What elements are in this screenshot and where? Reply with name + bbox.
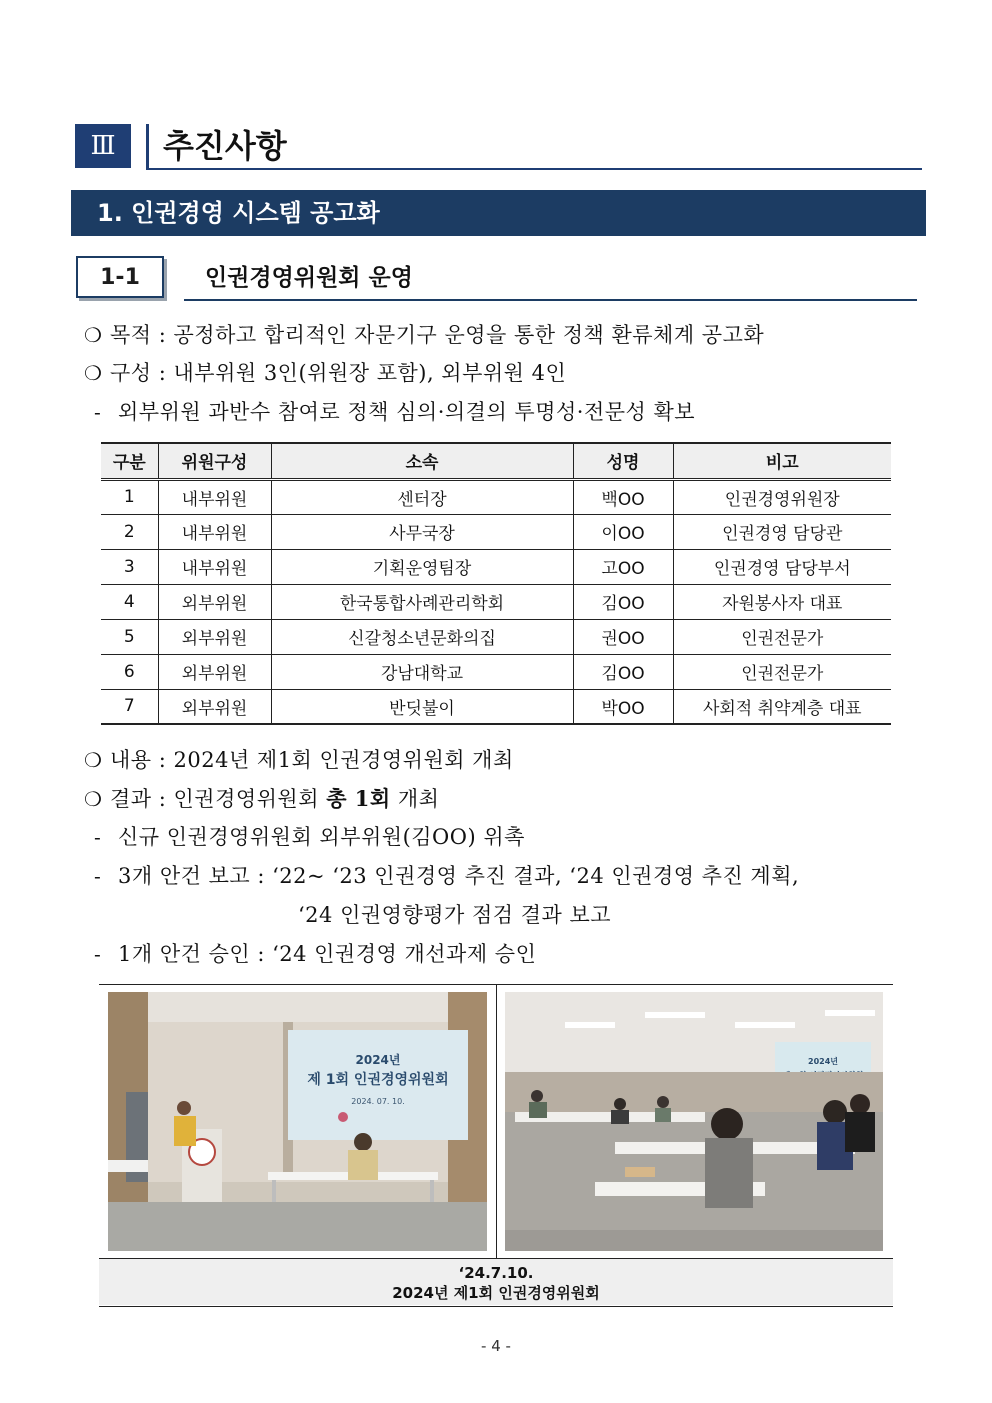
bullet-text: 목적 : 공정하고 합리적인 자문기구 운영을 통한 정책 환류체계 공고화 [110, 323, 765, 347]
section-number: Ⅲ [75, 124, 131, 168]
bullet-content [84, 745, 514, 775]
section-title: 추진사항 [163, 127, 287, 165]
table-cell: 내부위원 [158, 479, 271, 514]
table-cell: 강남대학교 [271, 654, 573, 689]
table-cell: 사무국장 [271, 514, 573, 549]
page-number: - 4 - [481, 1337, 511, 1355]
table-cell: 2 [101, 514, 158, 549]
table-cell: 박OO [573, 689, 673, 724]
table-cell: 백OO [573, 479, 673, 514]
section-underline [146, 168, 922, 170]
table-cell: 외부위원 [158, 689, 271, 724]
table-cell: 김OO [573, 584, 673, 619]
table-row [101, 654, 891, 689]
header-cell: 구분 [101, 443, 158, 479]
header-cell: 비고 [673, 443, 891, 479]
dash-text: 외부위원 과반수 참여로 정책 심의·의결의 투명성·전문성 확보 [118, 400, 696, 424]
table-row [101, 584, 891, 619]
screen-date: 2024. 07. 10. [351, 1097, 405, 1106]
header-cell: 성명 [573, 443, 673, 479]
table-cell: 자원봉사자 대표 [673, 584, 891, 619]
table-row [101, 689, 891, 724]
photo-caption [99, 1258, 893, 1305]
dash-text: 1개 안건 승인 : ‘24 인권경영 개선과제 승인 [118, 942, 537, 966]
table-cell: 반딧불이 [271, 689, 573, 724]
bullet-text: 구성 : 내부위원 3인(위원장 포함), 외부위원 4인 [110, 361, 567, 385]
bullet-purpose [84, 320, 764, 350]
table-cell: 외부위원 [158, 584, 271, 619]
bullet-marker: ❍ [84, 361, 103, 385]
table-cell: 6 [101, 654, 158, 689]
bullet-text: 개최 [390, 787, 440, 811]
dash-item-appointment [94, 822, 525, 852]
bullet-marker: ❍ [84, 748, 103, 772]
subsection-number: 1-1 [76, 256, 164, 298]
table-cell: 인권경영 담당부서 [673, 549, 891, 584]
chapter-band: 1. 인권경영 시스템 공고화 [71, 190, 926, 236]
table-row [101, 514, 891, 549]
table-cell: 센터장 [271, 479, 573, 514]
table-cell: 7 [101, 689, 158, 724]
table-cell: 5 [101, 619, 158, 654]
members-table [101, 442, 891, 725]
table-cell: 사회적 취약계층 대표 [673, 689, 891, 724]
dash-marker: - [94, 400, 102, 424]
table-cell: 고OO [573, 549, 673, 584]
dash-marker: - [94, 864, 102, 888]
dash-item-reports-continued: ‘24 인권영향평가 점검 결과 보고 [298, 903, 612, 927]
table-row [101, 479, 891, 514]
section-divider [146, 124, 149, 168]
bullet-text: 결과 : 인권경영위원회 [110, 787, 327, 811]
subsection-title: 인권경영위원회 운영 [205, 265, 413, 291]
table-cell: 김OO [573, 654, 673, 689]
screen2-year: 2024년 [808, 1057, 838, 1066]
table-cell: 내부위원 [158, 549, 271, 584]
table-cell: 신갈청소년문화의집 [271, 619, 573, 654]
caption-date: ‘24.7.10. [458, 1264, 534, 1282]
screen-year: 2024년 [355, 1053, 401, 1067]
table-row [101, 619, 891, 654]
bullet-text: 내용 : 2024년 제1회 인권경영위원회 개최 [110, 748, 514, 772]
table-cell: 인권경영 담당관 [673, 514, 891, 549]
dash-text: 신규 인권경영위원회 외부위원(김OO) 위촉 [118, 825, 525, 849]
table-cell: 외부위원 [158, 654, 271, 689]
table-row [101, 549, 891, 584]
table-cell: 한국통합사례관리학회 [271, 584, 573, 619]
table-cell: 1 [101, 479, 158, 514]
table-cell: 권OO [573, 619, 673, 654]
table-cell: 내부위원 [158, 514, 271, 549]
table-cell: 인권전문가 [673, 619, 891, 654]
screen-title: 제 1회 인권경영위원회 [307, 1072, 449, 1088]
photo-divider [496, 984, 497, 1258]
header-cell: 위원구성 [158, 443, 271, 479]
table-cell: 기획운영팀장 [271, 549, 573, 584]
subsection-underline [184, 299, 917, 301]
meeting-photo-discussion [505, 992, 883, 1251]
bullet-composition [84, 358, 566, 388]
bullet-emphasis: 총 1회 [326, 786, 391, 811]
table-cell: 인권경영위원장 [673, 479, 891, 514]
meeting-photo-presentation [108, 992, 487, 1251]
dash-item-reports [94, 861, 799, 891]
table-cell: 3 [101, 549, 158, 584]
table-cell: 인권전문가 [673, 654, 891, 689]
dash-marker: - [94, 825, 102, 849]
bullet-result [84, 784, 439, 814]
table-header-row [101, 443, 891, 479]
dash-marker: - [94, 942, 102, 966]
dash-item-approval [94, 939, 536, 969]
bullet-marker: ❍ [84, 787, 103, 811]
header-cell: 소속 [271, 443, 573, 479]
table-cell: 외부위원 [158, 619, 271, 654]
table-cell: 이OO [573, 514, 673, 549]
caption-title: 2024년 제1회 인권경영위원회 [392, 1284, 600, 1302]
table-cell: 4 [101, 584, 158, 619]
dash-text: 3개 안건 보고 : ‘22~ ‘23 인권경영 추진 결과, ‘24 인권경영 추진 계획, [118, 864, 800, 888]
bullet-marker: ❍ [84, 323, 103, 347]
dash-item-majority [94, 397, 695, 427]
